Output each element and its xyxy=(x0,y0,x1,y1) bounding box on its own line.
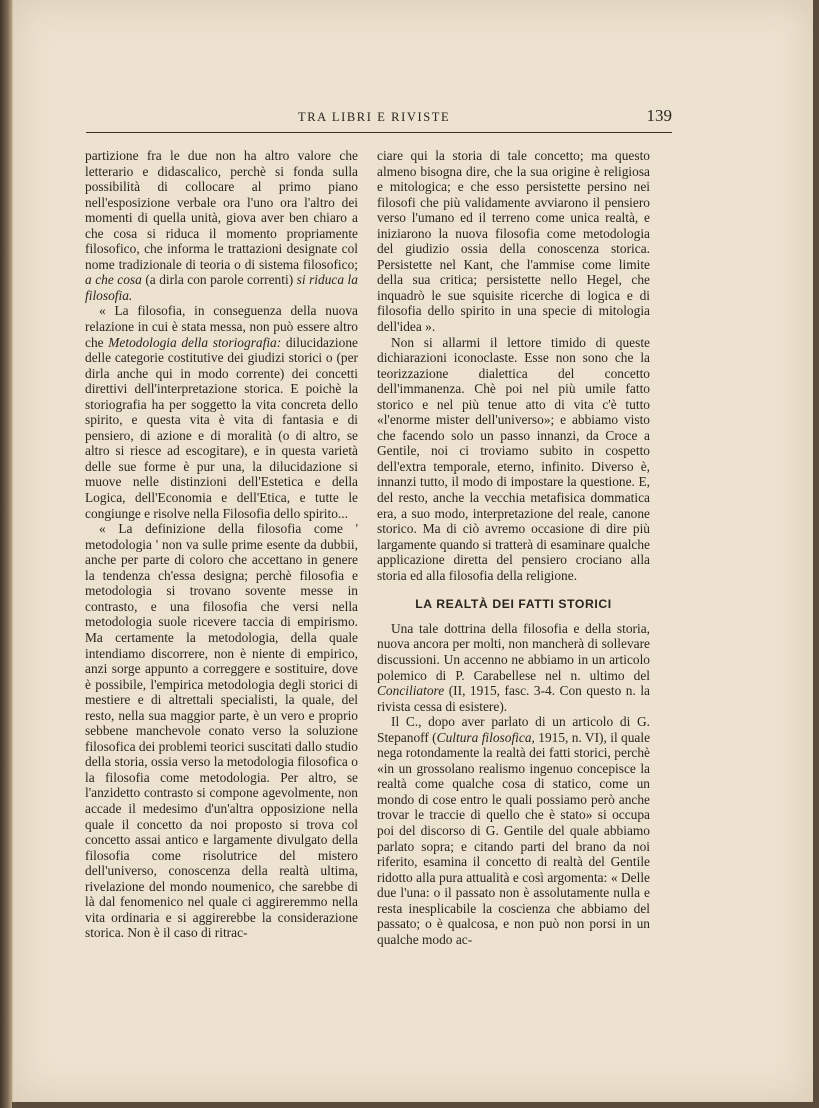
paragraph-text: « La filosofia, in conseguenza della nuova relazione in cui è stata messa, non può essere altro che xyxy=(85,303,358,350)
paragraph: Non si allarmi il lettore timido di queste dichiarazioni iconoclaste. Esse non sono che la teorizzazione dialettica del concetto dell'immanenza. Chè poi nel più umile fatto storico e nel più tenue atto di vita c'è tutto «l'enorme mister dell'universo»; e abbiamo visto che facendo solo un passo innanzi, da Croce a Gentile, noi ci troviamo subito in cospetto dell'extra temporale, eterno, infinito. Diverso è, innanzi tutto, il modo di impostare la questione. E, del resto, anche la vecchia metafisica dommatica era, a suo modo, interpretazione del reale, canone storico. Ma di ciò avremo occasione di dire più largamente quando si tratterà di esaminare qualche applicazione diretta del pensiero crociano alla storia ed alla filosofia della religione. xyxy=(377,334,650,583)
italic-text: Metodologia della storiografia: xyxy=(108,334,282,350)
book-spine-shadow xyxy=(0,0,12,1108)
left-column xyxy=(85,148,358,941)
paragraph-text: partizione fra le due non ha altro valore che letterario e didascalico, perchè si fonda sulla possibilità di collocare al primo piano nell'esposizione verbale ora l'uno ora l'altro dei momenti di quella unità, giova aver ben chiaro a che cosa si riduca il momento propriamente filosofico, che informa le trattazioni designate col nome tradizionale di teoria o di sistema filosofico; xyxy=(85,148,358,272)
paragraph: « La definizione della filosofia come ' metodologia ' non va sulle prime esente da dubbii, anche per parte di coloro che accettano in genere la tendenza ch'essa designa; perchè filosofia e metodologia si trovano sovente messe in contrasto, e una filosofia che versi nella metodologia suole ricevere taccia di empirismo. Ma certamente la metodologia, della quale intendiamo discorrere, non è niente di empirico, anzi sorge appunto a correggere e sostituire, dove è possibile, l'empirica metodologia degli storici di mestiere e di altrettali specialisti, la quale, del resto, nella sua maggior parte, è un vero e proprio sebbene manchevole conato verso la soluzione filosofica dei problemi teorici suscitati dallo studio della storia, ossia verso la metodologia filosofica o la filosofia come metodologia. Per altro, se l'anzidetto contrasto si compone agevolmente, non accade il medesimo d'un'altra opposizione nella quale il concetto da noi proposto si trova col concetto assai antico e largamente divulgato della filosofia come risolutrice del mistero dell'universo, conoscenza della realtà ultima, rivelazione del mondo noumenico, che sarebbe di là dal fenomenico nel quale ci aggireremmo nella vita ordinaria e si aggirerebbe la considerazione storica. Non è il caso di ritrac- xyxy=(85,521,358,941)
italic-text: Cultura filosofica xyxy=(436,729,532,745)
paragraph xyxy=(85,148,358,303)
paragraph-text: dilucidazione delle categorie costitutive dei giudizi storici o (per dirla anche qui in modo corrente) dei concetti direttivi dell'interpretazione storica. E poichè la storiografia ha per soggetto la vita concreta dello spirito, e questa vita è vita di fantasia e di pensiero, di azione e di moralità (o di altro, se altro si riesce ad escogitare), e in questa varietà delle sue forme è pur una, la dilucidazione si muove nelle distinzioni dell'Estetica e della Logica, dell'Economia e dell'Etica, e tutte le congiunge e risolve nella Filosofia dello spirito... xyxy=(85,334,358,521)
right-column xyxy=(377,148,650,947)
paragraph-text: (a dirla con parole correnti) xyxy=(145,272,294,288)
paragraph xyxy=(377,621,650,714)
page-number: 139 xyxy=(646,106,672,125)
paragraph-text: (II, 1915, fasc. 3-4. Con questo n. la rivista cessa di esistere). xyxy=(377,683,650,714)
page-header xyxy=(86,104,672,133)
paragraph-text: , 1915, n. VI), il quale nega rotondamente la realtà dei fatti storici, perchè «in un grossolano realismo ingenuo concepisce la realtà come qualche cosa di statico, come un mondo di cose entro le quali possiamo però anche trovar le traccie di quello che è stato» si occupa poi del discorso di G. Gentile del quale abbiamo parlato sopra; e citando parti del brano da noi riferito, esamina il concetto di realtà del Gentile ridotto alla pura attualità e così argomenta: « Delle due l'una: o il passato non è assolutamente nulla e resta inesplicabile la coscienza che abbiamo del passato; o è qualcosa, e non può non porsi in un qualche modo ac- xyxy=(377,729,651,947)
running-title: TRA LIBRI E RIVISTE xyxy=(298,110,451,124)
italic-text: si riduca la filosofia. xyxy=(85,272,358,303)
italic-text: Conciliatore xyxy=(377,683,445,699)
paragraph xyxy=(85,303,358,521)
italic-text: a che cosa xyxy=(85,272,142,288)
paragraph-text: Il C., dopo aver parlato di un articolo di G. Stepanoff ( xyxy=(377,714,650,745)
paragraph: ciare qui la storia di tale concetto; ma questo almeno bisogna dire, che la sua origine è religiosa e mitologica; e che esso persistette persino nei filosofi che più validamente avviarono il pensiero verso l'umano ed il terreno come unica realtà, e iniziarono la nuova filosofia come metodologia del giudizio ossia della conoscenza storica. Persistette nel Kant, che l'ammise come limite della sua critica; persistette nello Hegel, che inquadrò le sue squisite ricerche di logica e di filosofia dello spirito in una specie di mitologia dell'idea ». xyxy=(377,148,650,335)
paragraph xyxy=(377,714,650,947)
paragraph-text: Una tale dottrina della filosofia e della storia, nuova ancora per molti, non mancherà di sollevare discussioni. Un accenno ne abbiamo in un articolo polemico di P. Carabellese nel n. ultimo del xyxy=(377,620,650,683)
section-title: LA REALTÀ DEI FATTI STORICI xyxy=(415,597,612,612)
